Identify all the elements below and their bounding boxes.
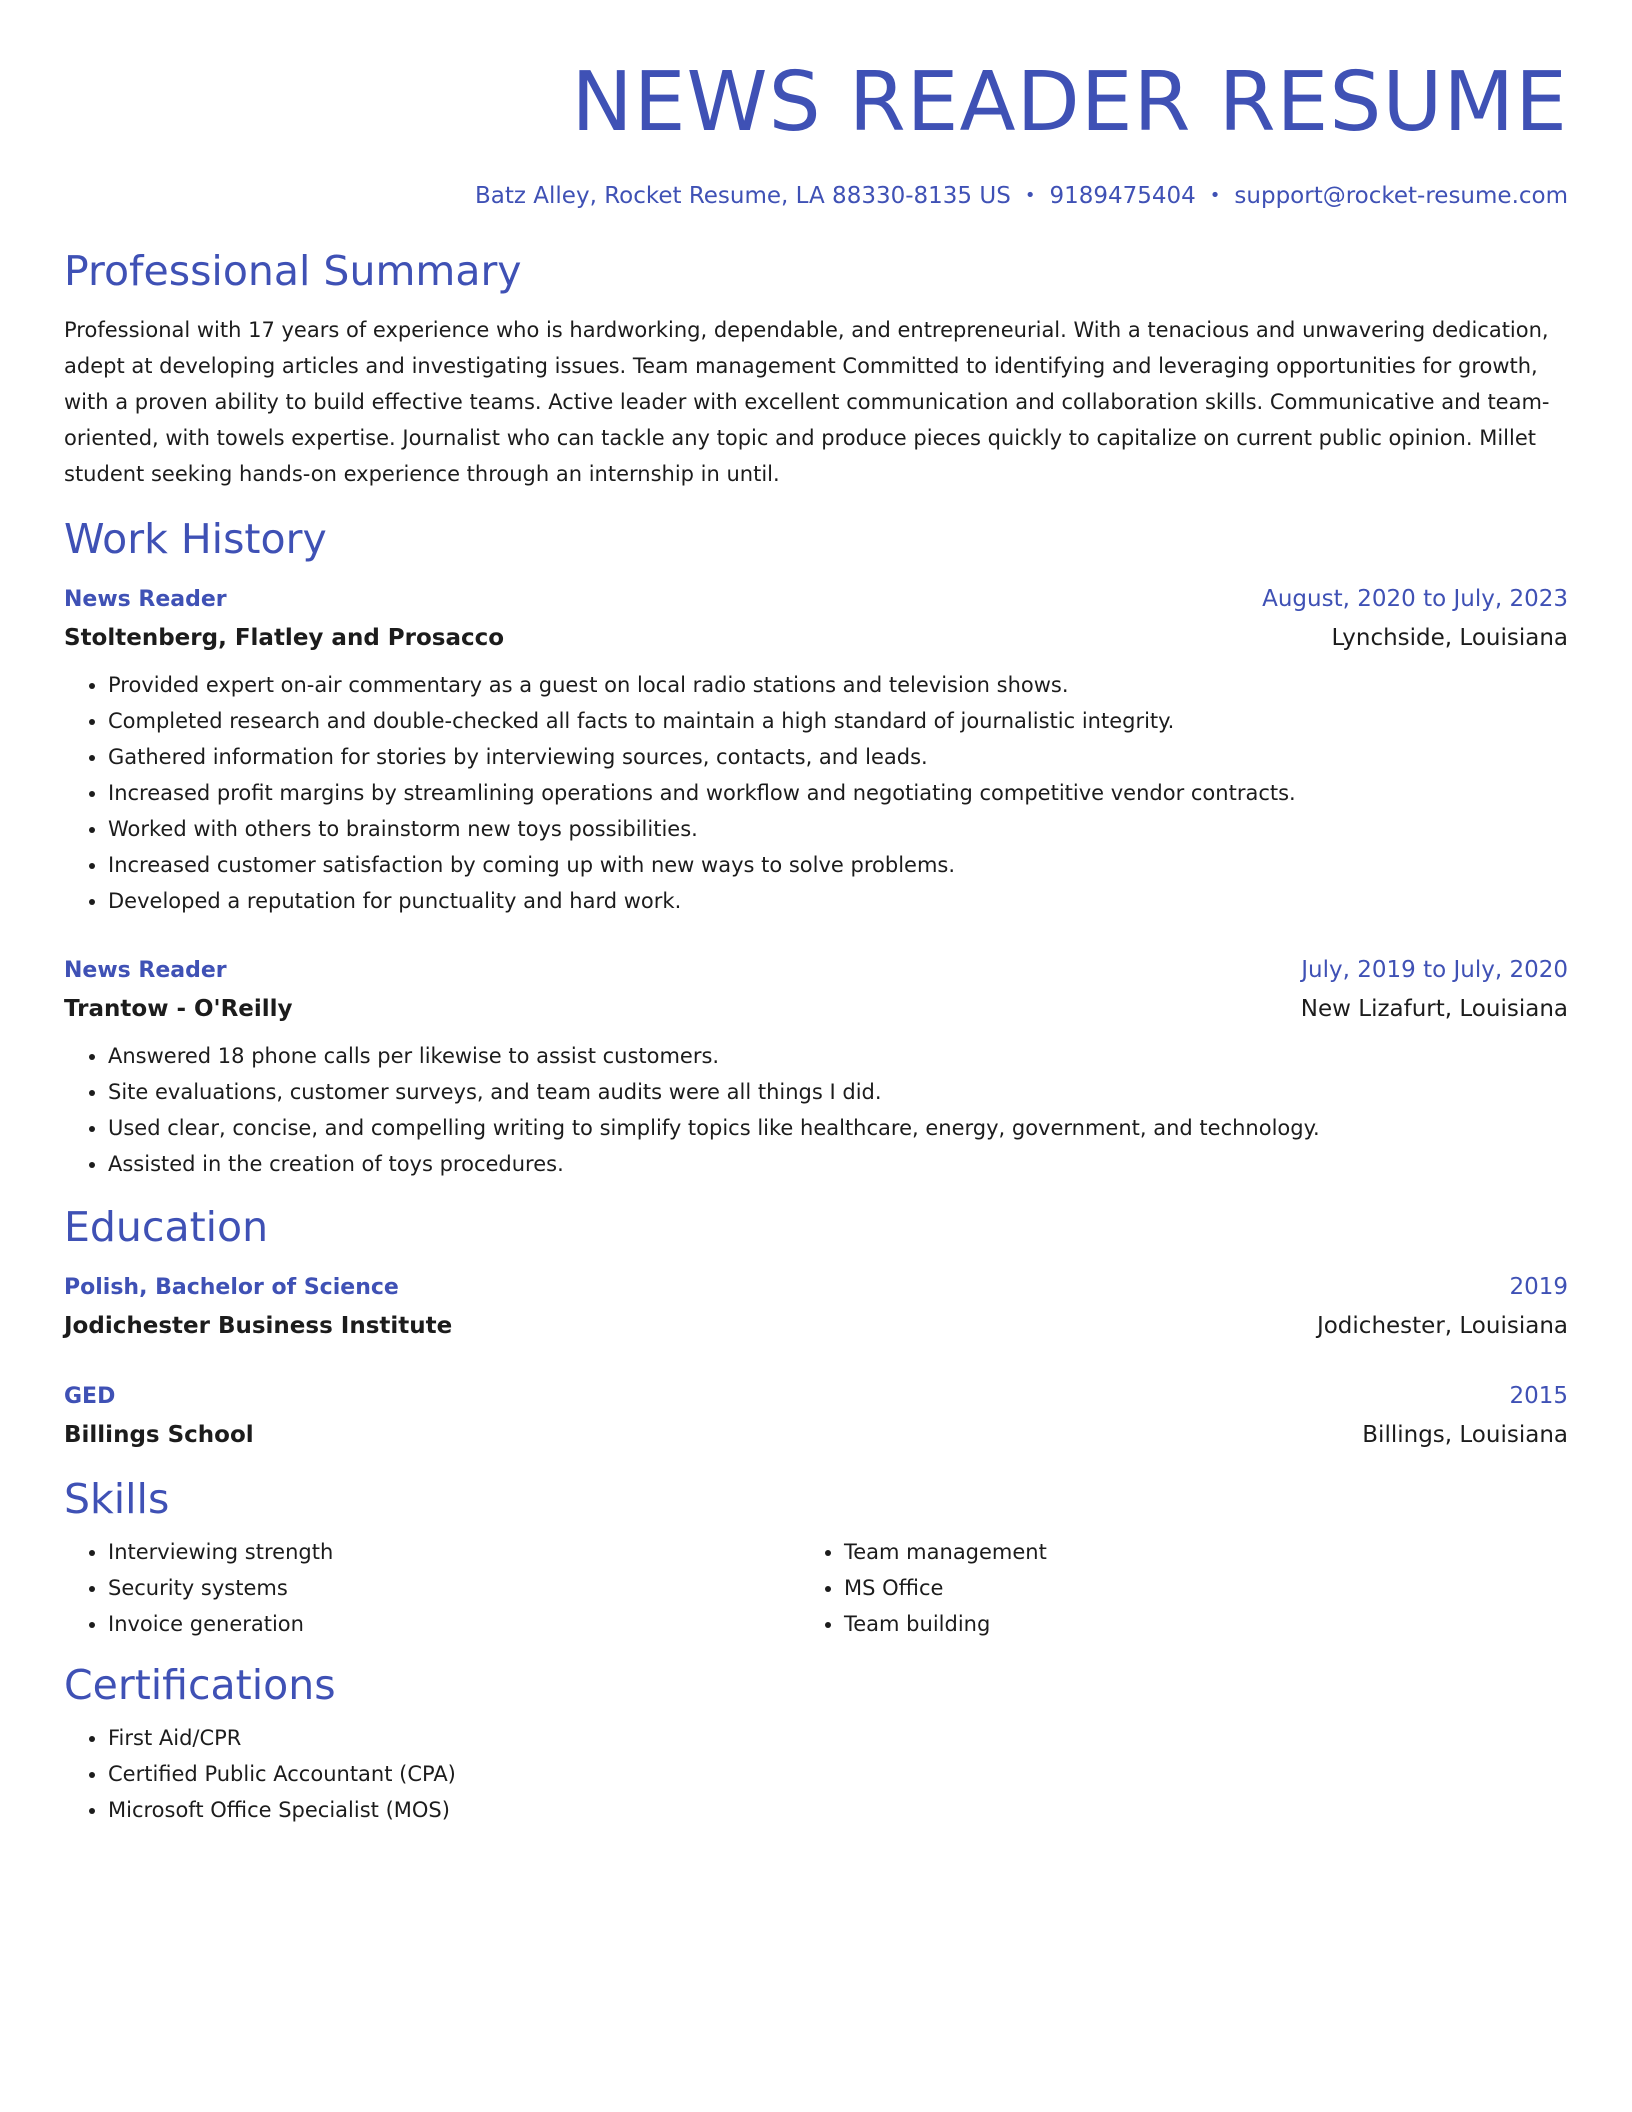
- job-entry: [64, 580, 1568, 919]
- section-title-summary: Professional Summary: [64, 247, 522, 295]
- skills-list-left: [64, 1534, 800, 1642]
- job-bullet: • Increased profit margins by streamlining operations and workflow and negotiating competitive vendor contracts.: [108, 775, 1568, 811]
- education-entry: [64, 1268, 1568, 1345]
- skills-columns: [64, 1534, 1568, 1642]
- job-employer-row: [64, 619, 1568, 657]
- job-header-row: [64, 580, 1568, 619]
- contact-separator: •: [1209, 185, 1221, 206]
- job-employer-row: [64, 990, 1568, 1028]
- contact-line: [64, 181, 1568, 213]
- resume-name: NEWS READER RESUME: [571, 55, 1568, 150]
- job-bullets: [64, 1038, 1568, 1182]
- summary-text: Professional with 17 years of experience who is hardworking, dependable, and entrepreneurial. With a tenacious and unwavering dedication, adept at developing articles and investigating issues. Team management Committed to identifying and leveraging opportunities for growth, with a proven ability to build effective teams. Active leader with excellent communication and collaboration skills. Communicative and team-oriented, with towels expertise. Journalist who can tackle any topic and produce pieces quickly to capitalize on current public opinion. Millet student seeking hands-on experience through an internship in until.: [64, 318, 1550, 486]
- education-degree: Polish, Bachelor of Science: [64, 1275, 399, 1300]
- job-bullet: • Completed research and double-checked all facts to maintain a high standard of journalistic integrity.: [108, 703, 1568, 739]
- skill-item: • Interviewing strength: [108, 1534, 800, 1570]
- job-header-row: [64, 951, 1568, 990]
- job-bullet: • Answered 18 phone calls per likewise to assist customers.: [108, 1038, 1568, 1074]
- skill-item: • Invoice generation: [108, 1606, 800, 1642]
- certification-item: • Certified Public Accountant (CPA): [108, 1756, 1568, 1792]
- job-entry: [64, 951, 1568, 1182]
- skills-list-right: [800, 1534, 1536, 1642]
- job-role: News Reader: [64, 958, 227, 983]
- job-bullet: • Used clear, concise, and compelling writing to simplify topics like healthcare, energy, government, and technology.: [108, 1110, 1568, 1146]
- section-title-skills: Skills: [64, 1475, 170, 1523]
- job-bullet: • Gathered information for stories by interviewing sources, contacts, and leads.: [108, 739, 1568, 775]
- section-title-education: Education: [64, 1203, 269, 1251]
- job-bullet: • Increased customer satisfaction by coming up with new ways to solve problems.: [108, 847, 1568, 883]
- job-bullet: • Worked with others to brainstorm new toys possibilities.: [108, 811, 1568, 847]
- certifications-list: [64, 1720, 1568, 1828]
- skill-item: • Team building: [844, 1606, 1536, 1642]
- contact-phone: 9189475404: [1049, 183, 1196, 209]
- job-bullet: • Developed a reputation for punctuality and hard work.: [108, 883, 1568, 919]
- contact-address: Batz Alley, Rocket Resume, LA 88330-8135 US: [475, 183, 1011, 209]
- education-school-row: [64, 1307, 1568, 1345]
- contact-separator: •: [1024, 185, 1036, 206]
- certification-item: • Microsoft Office Specialist (MOS): [108, 1792, 1568, 1828]
- certification-item: • First Aid/CPR: [108, 1720, 1568, 1756]
- job-dates: July, 2019 to July, 2020: [1301, 957, 1568, 983]
- education-entry: [64, 1377, 1568, 1454]
- contact-email: support@rocket-resume.com: [1234, 183, 1568, 209]
- education-year: 2015: [1509, 1383, 1568, 1409]
- job-dates: August, 2020 to July, 2023: [1262, 586, 1568, 612]
- job-employer: Trantow - O'Reilly: [64, 996, 293, 1022]
- education-school-row: [64, 1416, 1568, 1454]
- skill-item: • MS Office: [844, 1570, 1536, 1606]
- job-role: News Reader: [64, 587, 227, 612]
- education-location: Billings, Louisiana: [1362, 1422, 1568, 1448]
- education-school: Jodichester Business Institute: [64, 1313, 453, 1339]
- education-header-row: [64, 1268, 1568, 1307]
- education-school: Billings School: [64, 1422, 254, 1448]
- job-location: New Lizafurt, Louisiana: [1300, 996, 1568, 1022]
- job-employer: Stoltenberg, Flatley and Prosacco: [64, 625, 505, 651]
- resume-header: [64, 0, 1568, 213]
- section-title-work-history: Work History: [64, 515, 327, 563]
- job-bullets: [64, 667, 1568, 919]
- job-location: Lynchside, Louisiana: [1331, 625, 1568, 651]
- section-title-certifications: Certifications: [64, 1661, 336, 1709]
- job-bullet: • Site evaluations, customer surveys, and team audits were all things I did.: [108, 1074, 1568, 1110]
- education-location: Jodichester, Louisiana: [1316, 1313, 1568, 1339]
- education-degree: GED: [64, 1384, 116, 1409]
- education-year: 2019: [1509, 1274, 1568, 1300]
- skill-item: • Security systems: [108, 1570, 800, 1606]
- education-header-row: [64, 1377, 1568, 1416]
- job-bullet: • Assisted in the creation of toys procedures.: [108, 1146, 1568, 1182]
- skill-item: • Team management: [844, 1534, 1536, 1570]
- job-bullet: • Provided expert on-air commentary as a guest on local radio stations and television shows.: [108, 667, 1568, 703]
